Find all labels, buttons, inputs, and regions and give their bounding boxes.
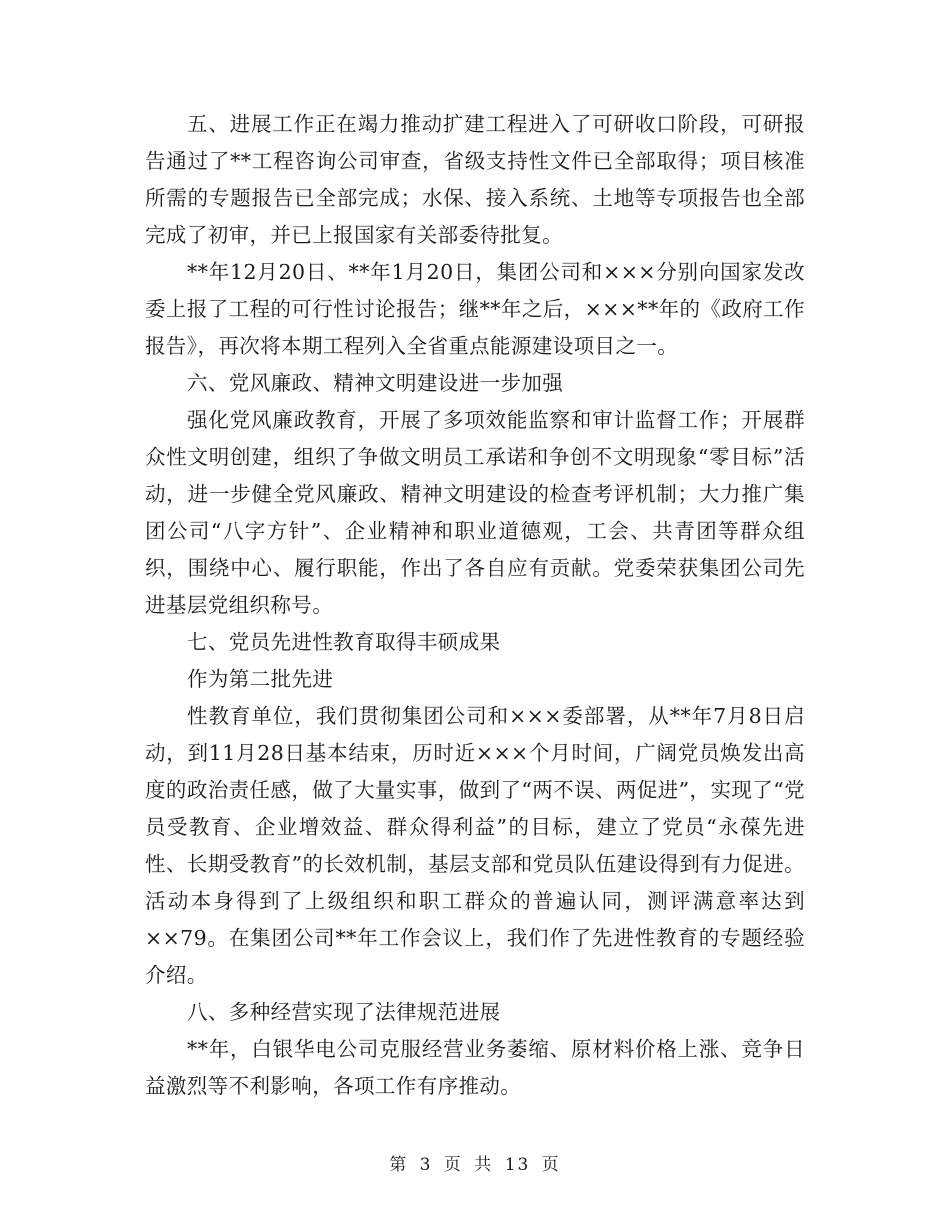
document-body [145,106,805,1105]
section-heading-7: 七、党员先进性教育取得丰硕成果 [187,630,501,654]
paragraph-operations: **年，白银华电公司克服经营业务萎缩、原材料价格上涨、竞争日益激烈等不利影响，各项工作有序推动。 [145,1037,805,1098]
paragraph-education: 性教育单位，我们贯彻集团公司和×××委部署，从**年7月8日启动，到11月28日基本结束，历时近×××个月时间，广阔党员焕发出高度的政治责任感，做了大量实事，做到了“两不误、两促进”，实现了“党员受教育、企业增效益、群众得利益”的目标，建立了党员“永葆先进性、长期受教育”的长效机制，基层支部和党员队伍建设得到有力促进。活动本身得到了上级组织和职工群众的普遍认同，测评满意率达到××79。在集团公司**年工作会议上，我们作了先进性教育的专题经验介绍。 [145,704,805,987]
paragraph-progress: 五、进展工作正在竭力推动扩建工程进入了可研收口阶段，可研报告通过了**工程咨询公司审查，省级支持性文件已全部取得；项目核准所需的专题报告已全部完成；水保、接入系统、土地等专项报告也全部完成了初审，并已上报国家有关部委待批复。 [145,112,805,247]
section-heading-8: 八、多种经营实现了法律规范进展 [187,1000,501,1024]
section-heading-6: 六、党风廉政、精神文明建设进一步加强 [187,371,564,395]
paragraph-approval-reports: **年12月20日、**年1月20日，集团公司和×××分别向国家发改委上报了工程的可行性讨论报告；继**年之后，×××**年的《政府工作报告》，再次将本期工程列入全省重点能源建设项目之一。 [145,260,805,358]
page-number-footer: 第 3 页 共 13 页 [389,1155,561,1175]
paragraph-party-conduct: 强化党风廉政教育，开展了多项效能监察和审计监督工作；开展群众性文明创建，组织了争做文明员工承诺和争创不文明现象“零目标”活动，进一步健全党风廉政、精神文明建设的检查考评机制；大力推广集团公司“八字方针”、企业精神和职业道德观，工会、共青团等群众组织，围绕中心、履行职能，作出了各自应有贡献。党委荣获集团公司先进基层党组织称号。 [145,408,805,617]
paragraph-fragment: 作为第二批先进 [187,667,334,691]
